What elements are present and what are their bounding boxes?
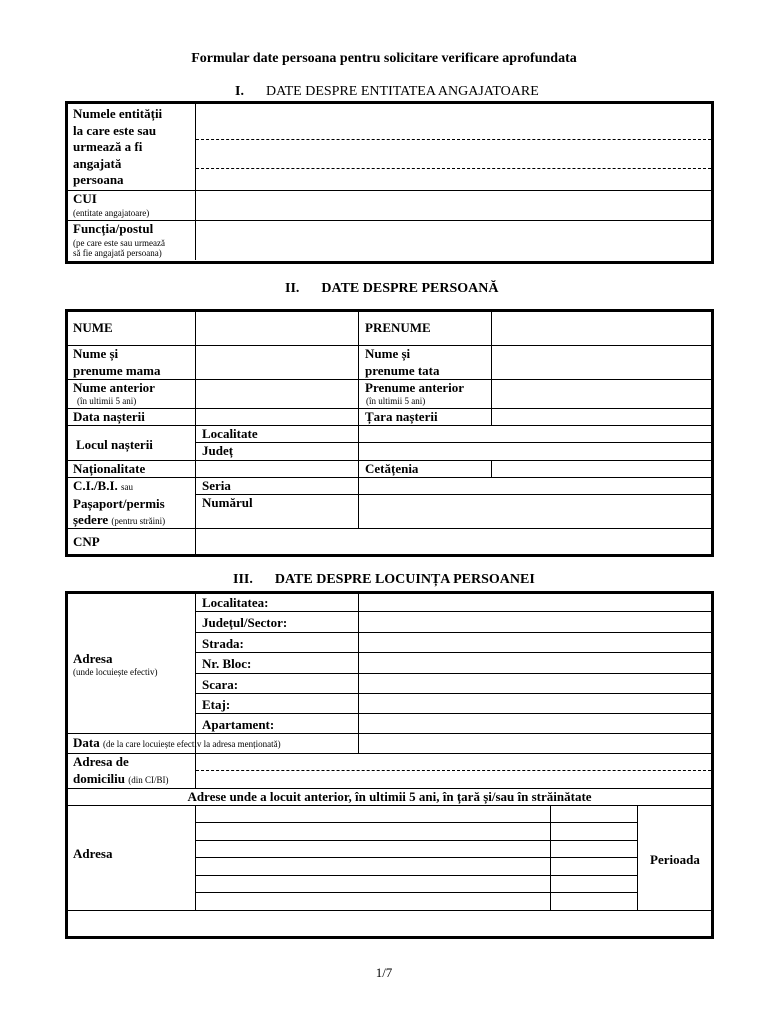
prenume-label: PRENUME <box>365 320 431 335</box>
adrese-extra-field[interactable] <box>68 911 711 936</box>
nume-mama-field[interactable] <box>197 346 357 379</box>
adresa-label: Adresa <box>73 651 113 666</box>
nationalitate-field[interactable] <box>197 461 357 477</box>
strada-field[interactable] <box>360 633 711 652</box>
nume-tata-label: Nume și prenume tata <box>365 346 440 378</box>
section-2-title: DATE DESPRE PERSOANĂ <box>321 281 499 296</box>
nume-mama-label: Nume și prenume mama <box>73 346 161 378</box>
section-1-number: I. <box>235 84 244 99</box>
judetul-sector-label: Județul/Sector: <box>202 615 288 630</box>
adrese-anterioare-heading: Adrese unde a locuit anterior, în ultimii 5 ani, în țară și/sau în străinătate <box>187 789 592 804</box>
cnp-field[interactable] <box>197 529 711 554</box>
adresa-domiciliu-field[interactable] <box>197 754 711 788</box>
judet-label: Județ <box>202 443 234 458</box>
section-3-title: DATE DESPRE LOCUINȚA PERSOANEI <box>274 572 535 587</box>
nationalitate-label: Naționalitate <box>73 461 146 476</box>
nume-anterior-label: Nume anterior <box>73 380 155 395</box>
perioada-fields[interactable] <box>552 806 636 910</box>
section-2-heading <box>285 281 499 297</box>
etaj-label: Etaj: <box>202 697 231 712</box>
function-field[interactable] <box>197 221 711 260</box>
tara-nasterii-field[interactable] <box>493 409 711 425</box>
judet-nasterii-field[interactable] <box>360 443 711 460</box>
function-note: (pe care este sau urmează să fie angajată persoana) <box>73 238 165 258</box>
nume-anterior-note: (în ultimii 5 ani) <box>77 396 137 406</box>
nume-label: NUME <box>73 320 113 335</box>
prenume-field[interactable] <box>493 312 711 345</box>
seria-label: Seria <box>202 478 231 493</box>
prenume-anterior-field[interactable] <box>493 380 711 408</box>
entity-name-label: Numele entității la care este sau urmează a fi angajată persoana <box>73 106 163 187</box>
section-1-heading <box>235 84 539 100</box>
etaj-field[interactable] <box>360 694 711 713</box>
data-locuire-label: Data (de la care locuiește efectiv la adresa menționată) <box>73 735 281 750</box>
strada-label: Strada: <box>202 636 244 651</box>
scara-field[interactable] <box>360 674 711 693</box>
judetul-sector-field[interactable] <box>360 612 711 632</box>
cui-field[interactable] <box>197 191 711 219</box>
document-identitate-label: C.I./B.I. sau Pașaport/permis ședere (pentru străini) <box>73 478 166 527</box>
section-3-heading <box>233 572 535 588</box>
perioada-label: Perioada <box>650 852 700 867</box>
cetatenia-field[interactable] <box>493 461 711 477</box>
cnp-label: CNP <box>73 534 100 549</box>
locul-nasterii-label: Locul nașterii <box>76 437 153 452</box>
adresa-anterioara-label: Adresa <box>73 846 113 861</box>
function-label: Funcția/postul <box>73 221 154 236</box>
adrese-anterioare-fields[interactable] <box>197 806 549 910</box>
localitatea-field[interactable] <box>360 594 711 611</box>
localitate-nasterii-field[interactable] <box>360 426 711 442</box>
section-1-title: DATE DESPRE ENTITATEA ANGAJATOARE <box>265 84 539 99</box>
nr-bloc-field[interactable] <box>360 653 711 673</box>
tara-nasterii-label: Țara nașterii <box>365 409 438 424</box>
data-nasterii-field[interactable] <box>197 409 357 425</box>
section-2-number: II. <box>285 281 300 296</box>
form-title: Formular date persoana pentru solicitare verificare aprofundata <box>191 51 577 66</box>
seria-field[interactable] <box>360 478 711 494</box>
nr-bloc-label: Nr. Bloc: <box>202 656 252 671</box>
data-nasterii-label: Data nașterii <box>73 409 145 424</box>
adresa-domiciliu-label: Adresa de domiciliu (din CI/BI) <box>73 754 169 786</box>
nume-anterior-field[interactable] <box>197 380 357 408</box>
numarul-label: Numărul <box>202 495 253 510</box>
section-3-number: III. <box>233 572 253 587</box>
cetatenia-label: Cetățenia <box>365 461 419 476</box>
adresa-note: (unde locuiește efectiv) <box>73 667 158 677</box>
scara-label: Scara: <box>202 677 239 692</box>
localitate-label: Localitate <box>202 426 258 441</box>
prenume-anterior-note: (în ultimii 5 ani) <box>366 396 426 406</box>
numarul-field[interactable] <box>360 495 711 528</box>
nume-field[interactable] <box>197 312 357 345</box>
page-number: 1/7 <box>375 965 393 980</box>
data-locuire-field[interactable] <box>360 734 711 753</box>
apartament-label: Apartament: <box>202 717 275 732</box>
apartament-field[interactable] <box>360 714 711 733</box>
nume-tata-field[interactable] <box>493 346 711 379</box>
cui-label: CUI <box>73 191 97 206</box>
cui-note: (entitate angajatoare) <box>73 208 150 218</box>
localitatea-label: Localitatea: <box>202 595 269 610</box>
prenume-anterior-label: Prenume anterior <box>365 380 465 395</box>
entity-name-field[interactable] <box>197 104 711 190</box>
